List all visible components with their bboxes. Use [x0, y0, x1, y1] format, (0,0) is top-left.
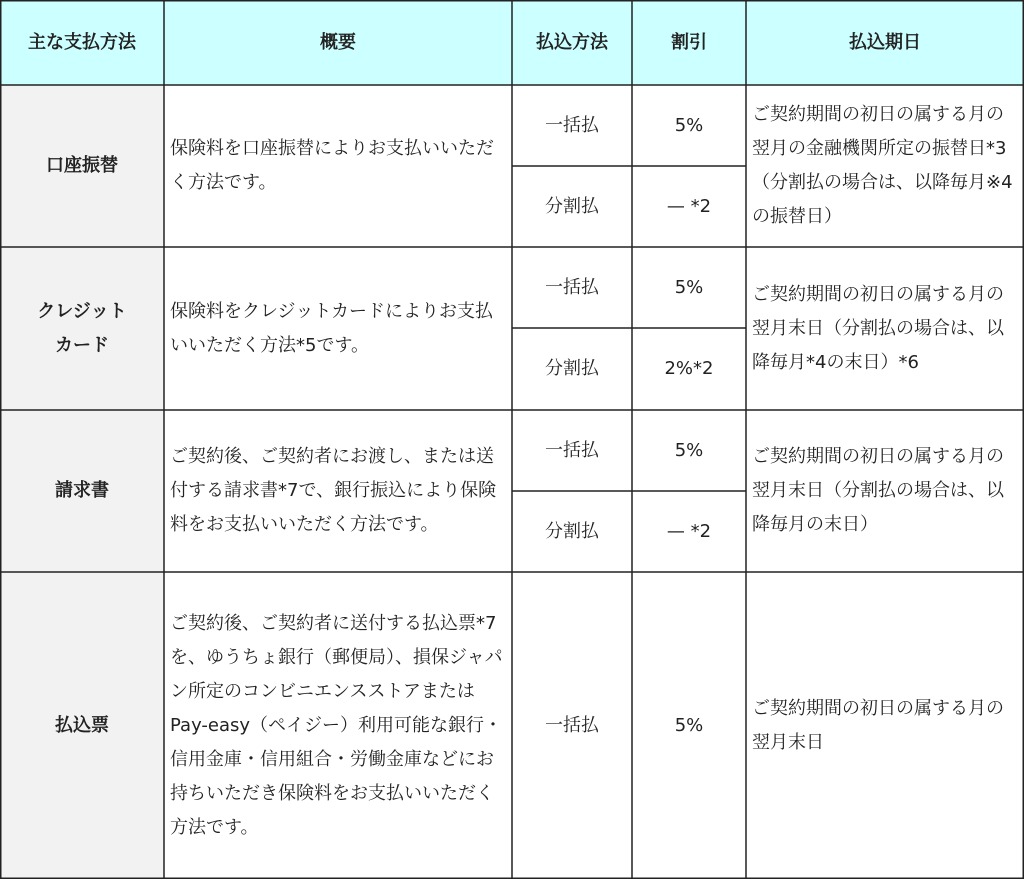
row-due-date: ご契約期間の初日の属する月の翌月の金融機関所定の振替日*3（分割払の場合は、以降毎月※4の振替日）	[752, 104, 1013, 227]
header-discount: 割引	[632, 0, 746, 85]
row-discount: 5%	[674, 114, 704, 136]
row-payment-installment: 分割払	[545, 358, 599, 379]
row-payment-lump: 一括払	[545, 714, 599, 736]
row-payment-installment: 分割払	[545, 520, 599, 542]
row-discount: 5%	[674, 276, 704, 298]
row-payment-installment: 分割払	[545, 195, 599, 217]
row-due-date: ご契約期間の初日の属する月の翌月末日	[752, 697, 1004, 753]
row-payment-lump: 一括払	[545, 114, 599, 136]
row-discount: 2%*2	[664, 358, 714, 379]
row-discount: — *2	[666, 195, 712, 217]
row-overview: ご契約後、ご契約者にお渡し、または送付する請求書*7で、銀行振込により保険料をお支払いいただく方法です。	[170, 446, 497, 535]
row-method-account-transfer: 口座振替	[0, 85, 164, 247]
header-payment: 払込方法	[512, 0, 632, 85]
row-discount: — *2	[666, 520, 712, 542]
row-due-date: ご契約期間の初日の属する月の翌月末日（分割払の場合は、以降毎月の末日）	[752, 446, 1004, 535]
row-method-payment-slip: 払込票	[0, 572, 164, 879]
row-discount: 5%	[674, 714, 704, 736]
row-overview: 保険料を口座振替によりお支払いいただく方法です。	[170, 138, 494, 193]
header-method: 主な支払方法	[0, 0, 164, 85]
row-payment-lump: 一括払	[545, 276, 599, 298]
row-payment-lump: 一括払	[545, 439, 599, 461]
row-method-invoice: 請求書	[0, 410, 164, 572]
header-due-date: 払込期日	[746, 0, 1024, 85]
row-method-credit-card: クレジットカード	[0, 247, 164, 410]
header-overview: 概要	[164, 0, 512, 85]
row-overview: 保険料をクレジットカードによりお支払いいただく方法*5です。	[170, 300, 494, 356]
row-due-date: ご契約期間の初日の属する月の翌月末日（分割払の場合は、以降毎月*4の末日）*6	[752, 283, 1004, 373]
row-discount: 5%	[674, 439, 704, 461]
row-overview: ご契約後、ご契約者に送付する払込票*7を、ゆうちょ銀行（郵便局）、損保ジャパン所定のコンビニエンスストアまたはPay-easy（ペイジー）利用可能な銀行・信用金庫・信用組合・労働金庫などにお持ちいただき保険料をお支払いいただく方法です。	[170, 612, 503, 838]
